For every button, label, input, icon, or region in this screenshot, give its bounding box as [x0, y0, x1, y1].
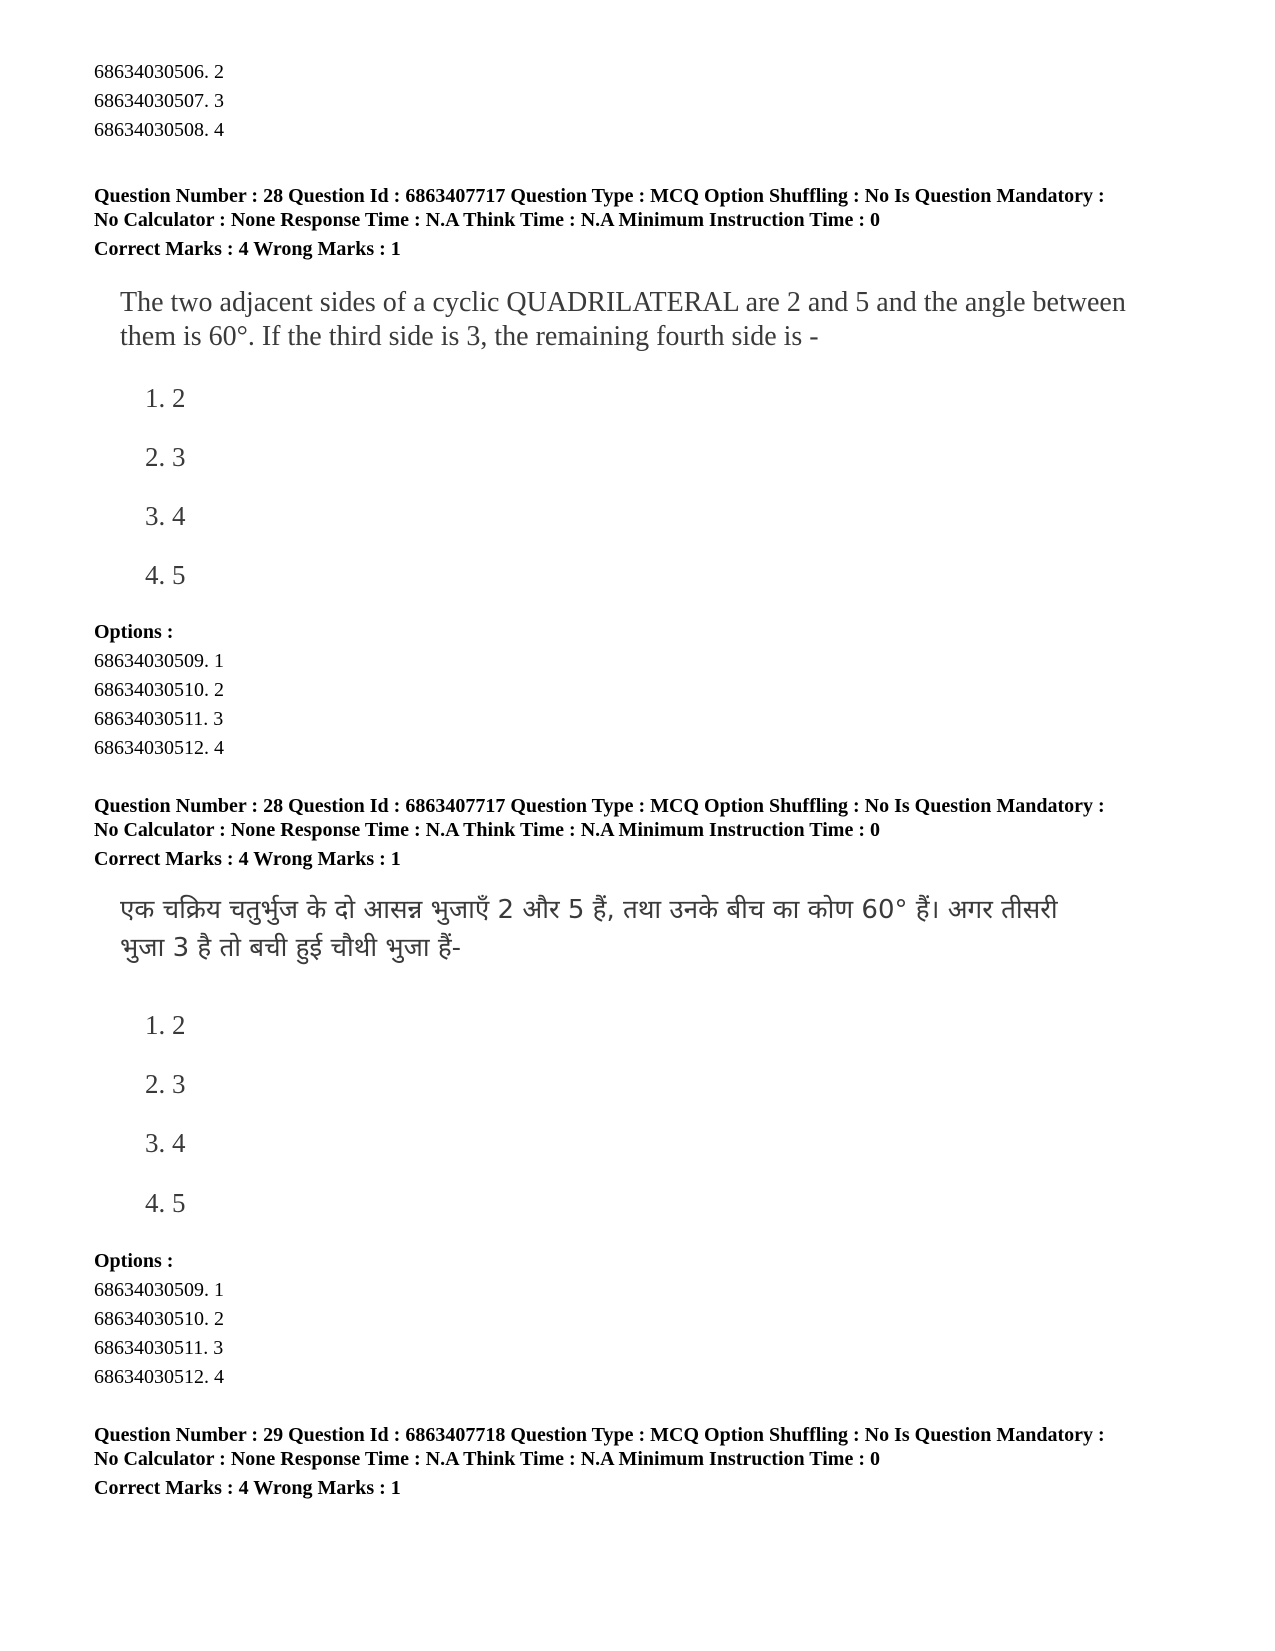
- question-choice: 1. 2: [145, 383, 186, 413]
- previous-options-list: [94, 58, 1204, 145]
- option-line: 68634030511. 3: [94, 1337, 224, 1359]
- question-choice: 3. 4: [145, 1128, 186, 1158]
- option-line: 68634030512. 4: [94, 737, 224, 759]
- question-meta-line: Question Number : 28 Question Id : 6863407717 Question Type : MCQ Option Shuffling : No Is Question Mandatory :: [94, 795, 1105, 817]
- question-marks: Correct Marks : 4 Wrong Marks : 1: [94, 238, 401, 260]
- question-text-line: एक चक्रिय चतुर्भुज के दो आसन्न भुजाएँ 2 और 5 हैं, तथा उनके बीच का कोण 60° हैं। अगर तीसरी: [120, 895, 1058, 925]
- question-choice: 2. 3: [145, 1069, 186, 1099]
- question-meta-line: Question Number : 28 Question Id : 6863407717 Question Type : MCQ Option Shuffling : No Is Question Mandatory :: [94, 185, 1105, 207]
- option-line: 68634030512. 4: [94, 1366, 224, 1388]
- question-choice: 4. 5: [145, 560, 186, 590]
- question-meta: [94, 794, 1204, 871]
- question-marks: Correct Marks : 4 Wrong Marks : 1: [94, 848, 401, 870]
- question-text-line: भुजा 3 है तो बची हुई चौथी भुजा हैं-: [120, 933, 462, 963]
- question-text: [120, 286, 1200, 354]
- options-heading: Options :: [94, 621, 174, 643]
- question-text: [120, 891, 1200, 967]
- option-line: 68634030510. 2: [94, 1308, 224, 1330]
- question-choice: 1. 2: [145, 1010, 186, 1040]
- question-meta: [94, 184, 1204, 261]
- option-line: 68634030508. 4: [94, 119, 224, 141]
- question-meta-line: No Calculator : None Response Time : N.A Think Time : N.A Minimum Instruction Time : 0: [94, 1448, 880, 1470]
- option-line: 68634030509. 1: [94, 1279, 224, 1301]
- question-meta: [94, 1423, 1204, 1500]
- question-choice: 4. 5: [145, 1188, 186, 1218]
- question-choice: 3. 4: [145, 501, 186, 531]
- question-choice: 2. 3: [145, 442, 186, 472]
- option-line: 68634030507. 3: [94, 90, 224, 112]
- options-heading: Options :: [94, 1250, 174, 1272]
- options-list: [94, 618, 1204, 763]
- option-line: 68634030509. 1: [94, 650, 224, 672]
- question-text-line: them is 60°. If the third side is 3, the remaining fourth side is -: [120, 321, 819, 352]
- options-list: [94, 1247, 1204, 1392]
- question-text-line: The two adjacent sides of a cyclic QUADRILATERAL are 2 and 5 and the angle between: [120, 287, 1126, 318]
- question-meta-line: No Calculator : None Response Time : N.A Think Time : N.A Minimum Instruction Time : 0: [94, 819, 880, 841]
- question-meta-line: Question Number : 29 Question Id : 6863407718 Question Type : MCQ Option Shuffling : No Is Question Mandatory :: [94, 1424, 1105, 1446]
- question-meta-line: No Calculator : None Response Time : N.A Think Time : N.A Minimum Instruction Time : 0: [94, 209, 880, 231]
- question-marks: Correct Marks : 4 Wrong Marks : 1: [94, 1477, 401, 1499]
- option-line: 68634030511. 3: [94, 708, 224, 730]
- option-line: 68634030506. 2: [94, 61, 224, 83]
- option-line: 68634030510. 2: [94, 679, 224, 701]
